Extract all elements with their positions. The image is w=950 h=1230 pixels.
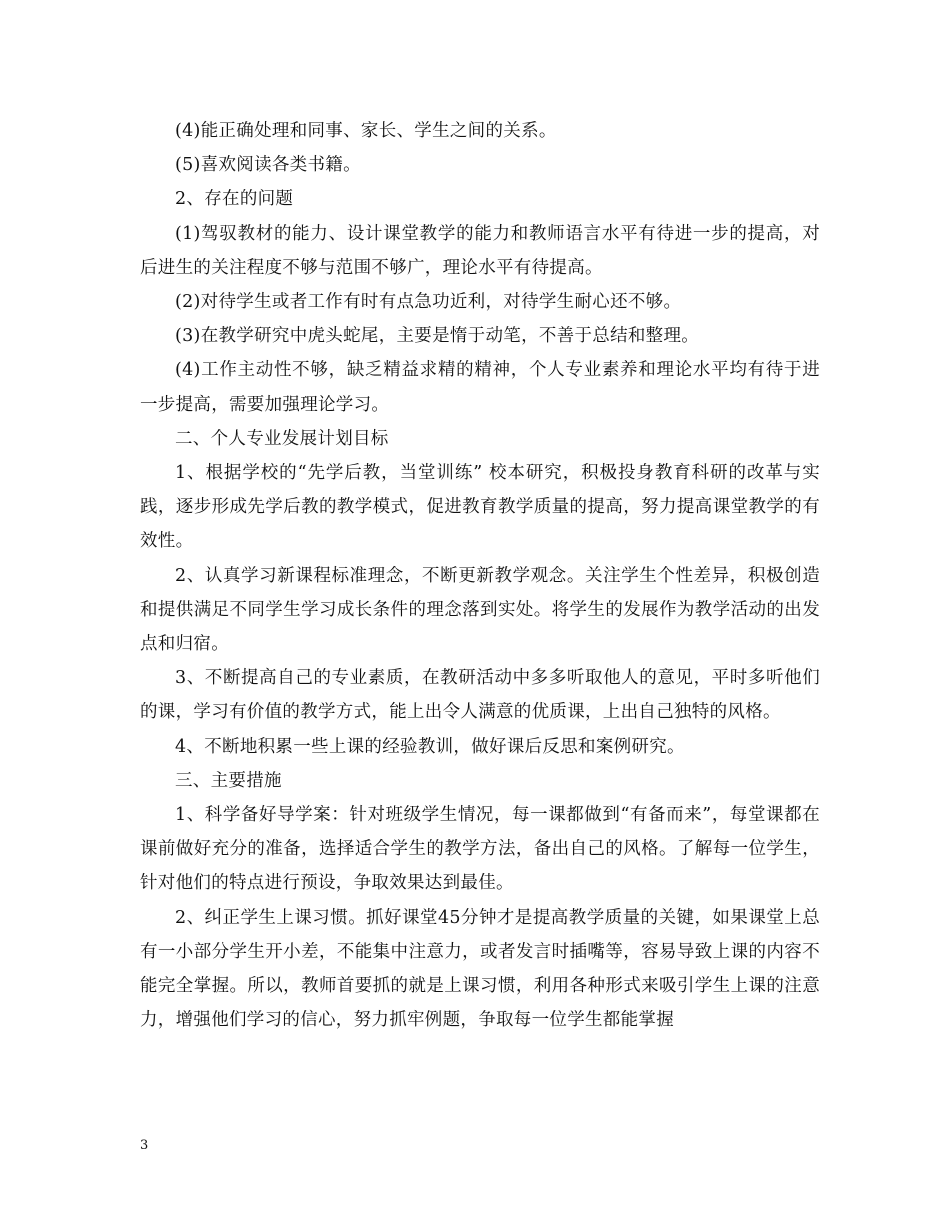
section-heading: 三、主要措施 <box>175 770 282 791</box>
paragraph: (1)驾驭教材的能力、设计课堂教学的能力和教师语言水平有待进一步的提高，对后进生的关注程度不够与范围不够广，理论水平有待提高。 <box>140 223 820 278</box>
page-number: 3 <box>140 1138 149 1153</box>
paragraph: 1、科学备好导学案：针对班级学生情况，每一课都做到“有备而来”，每堂课都在课前做好充分的准备，选择适合学生的教学方法，备出自己的风格。了解每一位学生，针对他们的特点进行预设，争取效果达到最佳。 <box>140 805 820 894</box>
section-heading: 2、存在的问题 <box>175 189 294 210</box>
paragraph: 2、纠正学生上课习惯。抓好课堂45分钟才是提高教学质量的关键，如果课堂上总有一小部分学生开小差，不能集中注意力，或者发言时插嘴等，容易导致上课的内容不能完全掌握。所以，教师首要抓的就是上课习惯，利用各种形式来吸引学生上课的注意力，增强他们学习的信心，努力抓牢例题，争取每一位学生都能掌握 <box>140 907 820 1031</box>
paragraph: 4、不断地积累一些上课的经验教训，做好课后反思和案例研究。 <box>175 736 685 757</box>
paragraph: (4)工作主动性不够，缺乏精益求精的精神，个人专业素养和理论水平均有待于进一步提高，需要加强理论学习。 <box>140 360 820 415</box>
document-body <box>140 114 820 1037</box>
paragraph: (3)在教学研究中虎头蛇尾，主要是惰于动笔，不善于总结和整理。 <box>175 326 700 347</box>
paragraph: (2)对待学生或者工作有时有点急功近利，对待学生耐心还不够。 <box>175 292 682 313</box>
paragraph: 2、认真学习新课程标准理念，不断更新教学观念。关注学生个性差异，积极创造和提供满足不同学生学习成长条件的理念落到实处。将学生的发展作为教学活动的出发点和归宿。 <box>140 565 820 655</box>
paragraph: (4)能正确处理和同事、家长、学生之间的关系。 <box>175 121 557 141</box>
paragraph: (5)喜欢阅读各类书籍。 <box>175 155 361 176</box>
paragraph: 3、不断提高自己的专业素质，在教研活动中多多听取他人的意见，平时多听他们的课，学习有价值的教学方式，能上出令人满意的优质课，上出自己独特的风格。 <box>140 668 820 723</box>
section-heading: 二、个人专业发展计划目标 <box>175 428 389 449</box>
paragraph: 1、根据学校的“先学后教，当堂训练” 校本研究，积极投身教育科研的改革与实践，逐步形成先学后教的教学模式，促进教育教学质量的提高，努力提高课堂教学的有效性。 <box>140 463 820 552</box>
